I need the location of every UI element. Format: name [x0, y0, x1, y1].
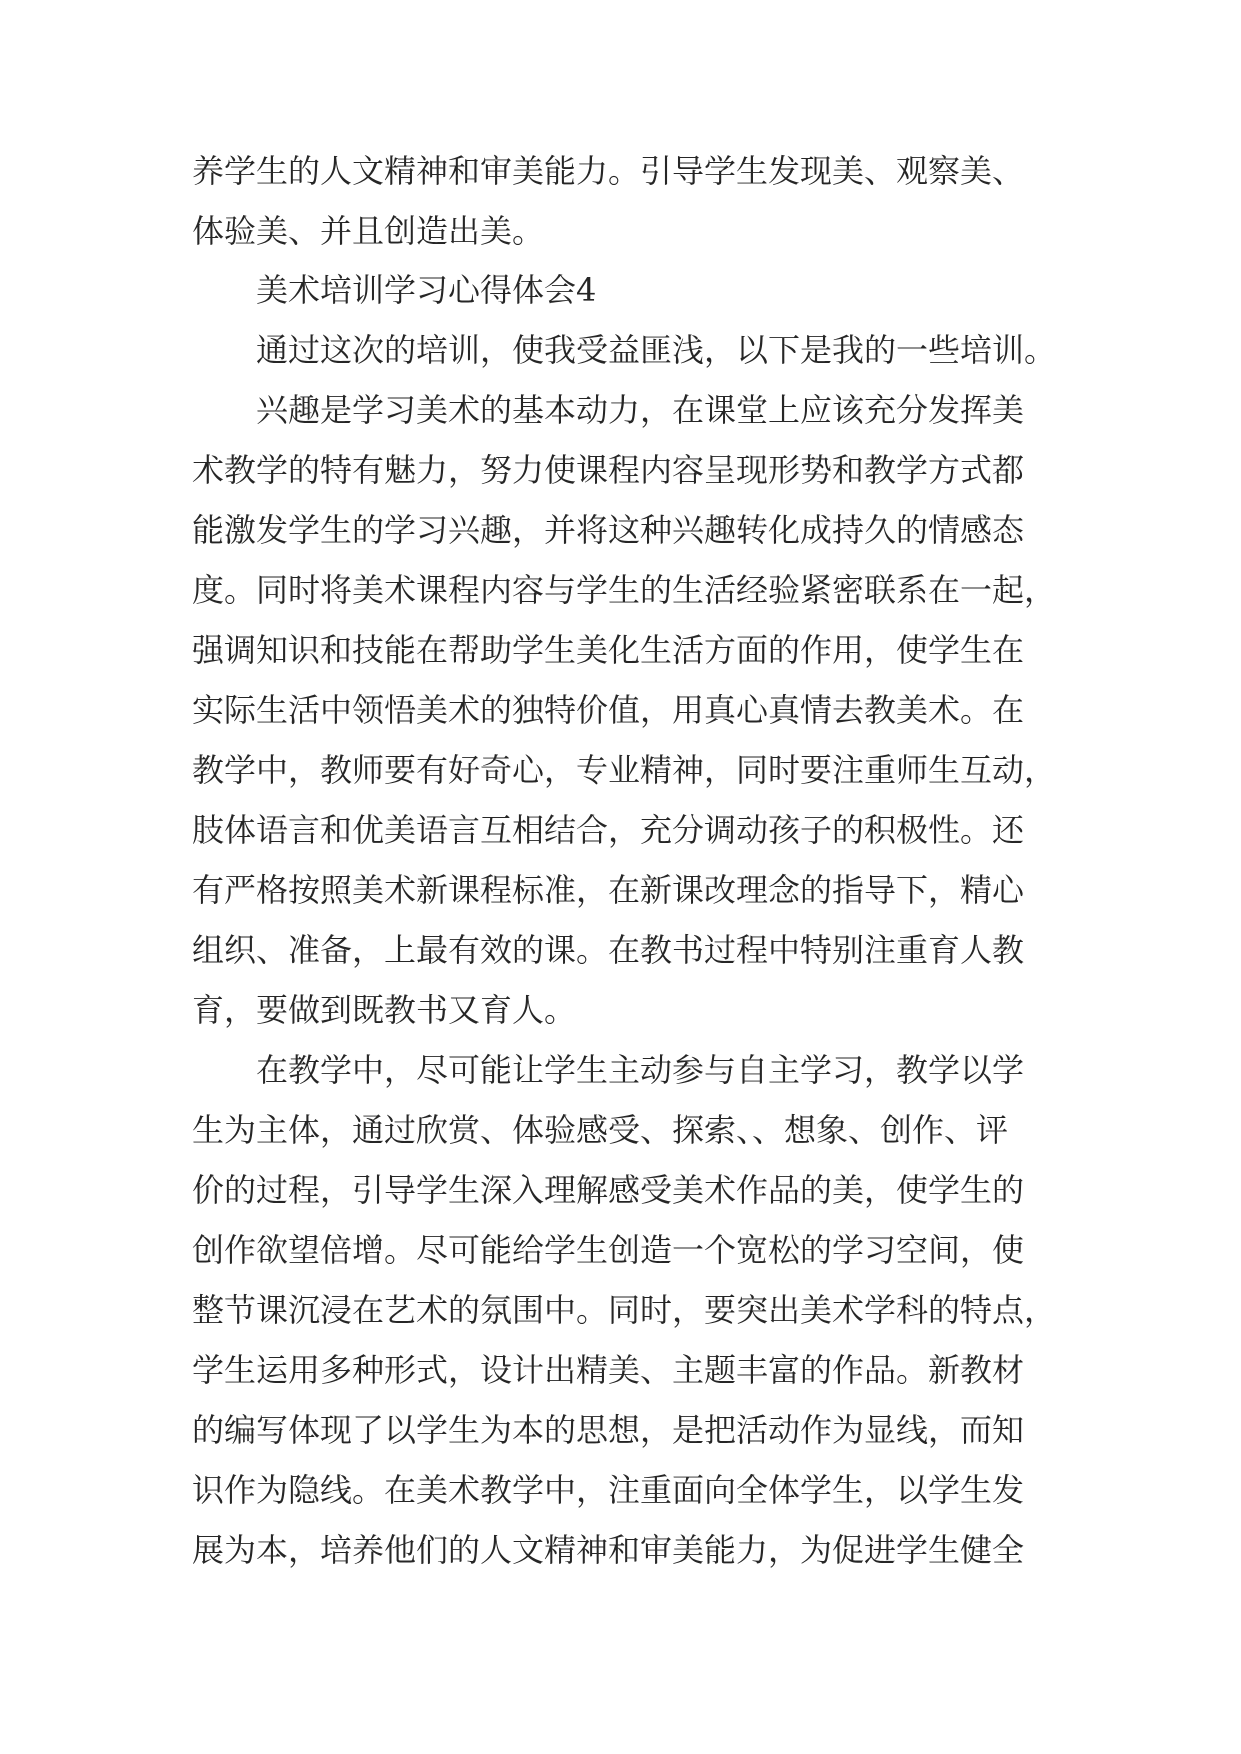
text-line: 术教学的特有魅力，努力使课程内容呈现形势和教学方式都 — [192, 451, 1025, 489]
text-line: 肢体语言和优美语言互相结合，充分调动孩子的积极性。还 — [192, 811, 1025, 849]
text-line: 生为主体，通过欣赏、体验感受、探索、、想象、创作、评 — [192, 1111, 1009, 1149]
text-line: 价的过程，引导学生深入理解感受美术作品的美，使学生的 — [192, 1171, 1025, 1209]
text-line: 在教学中，尽可能让学生主动参与自主学习，教学以学 — [256, 1051, 1025, 1089]
text-line: 的编写体现了以学生为本的思想，是把活动作为显线，而知 — [192, 1411, 1025, 1449]
text-line: 创作欲望倍增。尽可能给学生创造一个宽松的学习空间，使 — [192, 1231, 1025, 1269]
text-line: 兴趣是学习美术的基本动力，在课堂上应该充分发挥美 — [256, 391, 1025, 429]
section-heading: 美术培训学习心得体会4 — [256, 271, 597, 309]
text-line: 教学中，教师要有好奇心，专业精神，同时要注重师生互动， — [192, 751, 1057, 789]
text-line: 有严格按照美术新课程标准，在新课改理念的指导下，精心 — [192, 871, 1025, 909]
text-line: 育，要做到既教书又育人。 — [192, 991, 577, 1029]
text-line: 整节课沉浸在艺术的氛围中。同时，要突出美术学科的特点， — [192, 1291, 1057, 1329]
text-line: 识作为隐线。在美术教学中，注重面向全体学生，以学生发 — [192, 1471, 1025, 1509]
text-line: 学生运用多种形式，设计出精美、主题丰富的作品。新教材 — [192, 1351, 1025, 1389]
text-line: 强调知识和技能在帮助学生美化生活方面的作用，使学生在 — [192, 631, 1025, 669]
text-line: 通过这次的培训，使我受益匪浅，以下是我的一些培训。 — [256, 331, 1057, 369]
text-line: 度。同时将美术课程内容与学生的生活经验紧密联系在一起， — [192, 571, 1057, 609]
text-line: 实际生活中领悟美术的独特价值，用真心真情去教美术。在 — [192, 691, 1025, 729]
text-line: 组织、准备，上最有效的课。在教书过程中特别注重育人教 — [192, 931, 1025, 969]
text-line: 养学生的人文精神和审美能力。引导学生发现美、观察美、 — [192, 152, 1025, 190]
text-line: 能激发学生的学习兴趣，并将这种兴趣转化成持久的情感态 — [192, 511, 1025, 549]
text-line: 展为本，培养他们的人文精神和审美能力，为促进学生健全 — [192, 1531, 1025, 1569]
text-line: 体验美、并且创造出美。 — [192, 212, 545, 250]
